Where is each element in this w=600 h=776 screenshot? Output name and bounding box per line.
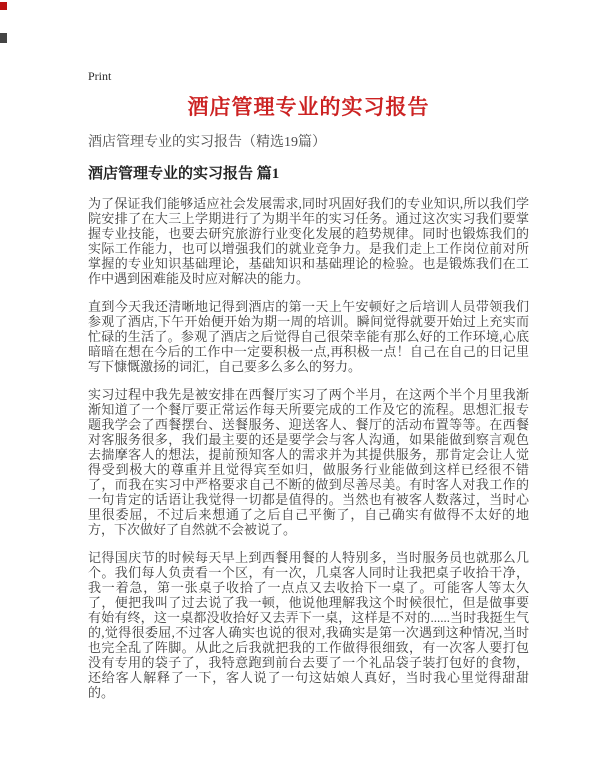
section-heading: 酒店管理专业的实习报告 篇1 — [88, 166, 280, 182]
paragraph: 实习过程中我先是被安排在西餐厅实习了两个半月，在这两个半个月里我渐渐知道了一个餐厅要正常运作每天所要完成的工作及它的流程。思想汇报专题我学会了西餐摆台、送餐服务、迎送客人、餐厅的活动布置等等。在西餐对客服务很多，我们最主要的还是要学会与客人沟通，如果能做到察言观色去揣摩客人的想法，提前预知客人的需求并为其提供服务，那肯定会让人觉得受到极大的尊重并且觉得宾至如归，做服务行业能做到这样已经很不错了，而我在实习中严格要求自己不断的做到尽善尽美。有时客人对我工作的一句肯定的话语让我觉得一切都是值得的。当然也有被客人数落过，当时心里很委屈，不过后来想通了之后自己平衡了，自己确实有做得不太好的地方，下次做好了自然就不会被说了。 — [88, 387, 529, 537]
paragraph: 为了保证我们能够适应社会发展需求,同时巩固好我们的专业知识,所以我们学院安排了在大三上学期进行了为期半年的实习任务。通过这次实习我们要掌握专业技能，也要去研究旅游行业变化发展的趋势规律。同时也锻炼我们的实际工作能力，也可以增强我们的就业竞争力。是我们走上工作岗位前对所掌握的专业知识基础理论，基础知识和基础理论的检验。也是锻炼我们在工作中遇到困难能及时应对解决的能力。 — [88, 196, 529, 286]
print-link[interactable]: Print — [88, 69, 112, 83]
corner-marker-dark — [0, 33, 7, 43]
corner-marker-red — [0, 2, 7, 10]
doc-subtitle: 酒店管理专业的实习报告（精选19篇） — [88, 135, 326, 150]
paragraph: 直到今天我还清晰地记得到酒店的第一天上午安顿好之后培训人员带领我们参观了酒店,下午开始便开始为期一周的培训。瞬间觉得就要开始过上充实而忙碌的生活了。参观了酒店之后觉得自己很荣幸能有那么好的工作环境,心底暗暗在想在今后的工作中一定要积极一点,再积极一点！自己在自己的日记里写下慷慨激扬的词汇，自己要多么多么的努力。 — [88, 299, 529, 374]
paragraph-list — [88, 196, 529, 700]
paragraph: 记得国庆节的时候每天早上到西餐用餐的人特别多，当时服务员也就那么几个。我们每人负责看一个区，有一次，几桌客人同时让我把桌子收拾干净，我一着急，第一张桌子收拾了一点点又去收拾下一桌了。可能客人等太久了，便把我叫了过去说了我一顿，他说他理解我这个时候很忙，但是做事要有始有终，这一桌都没收拾好又去弄下一桌，这样是不对的......当时我挺生气的,觉得很委屈,不过客人确实也说的很对,我确实是第一次遇到这种情况,当时也完全乱了阵脚。从此之后我就把我的工作做得很细致，有一次客人要打包没有专用的袋子了，我特意跑到前台去要了一个礼品袋子装打包好的食物，还给客人解释了一下，客人说了一句这姑娘人真好，当时我心里觉得甜甜的。 — [88, 550, 529, 700]
page-title: 酒店管理专业的实习报告 — [187, 95, 430, 119]
document-body — [88, 94, 529, 713]
